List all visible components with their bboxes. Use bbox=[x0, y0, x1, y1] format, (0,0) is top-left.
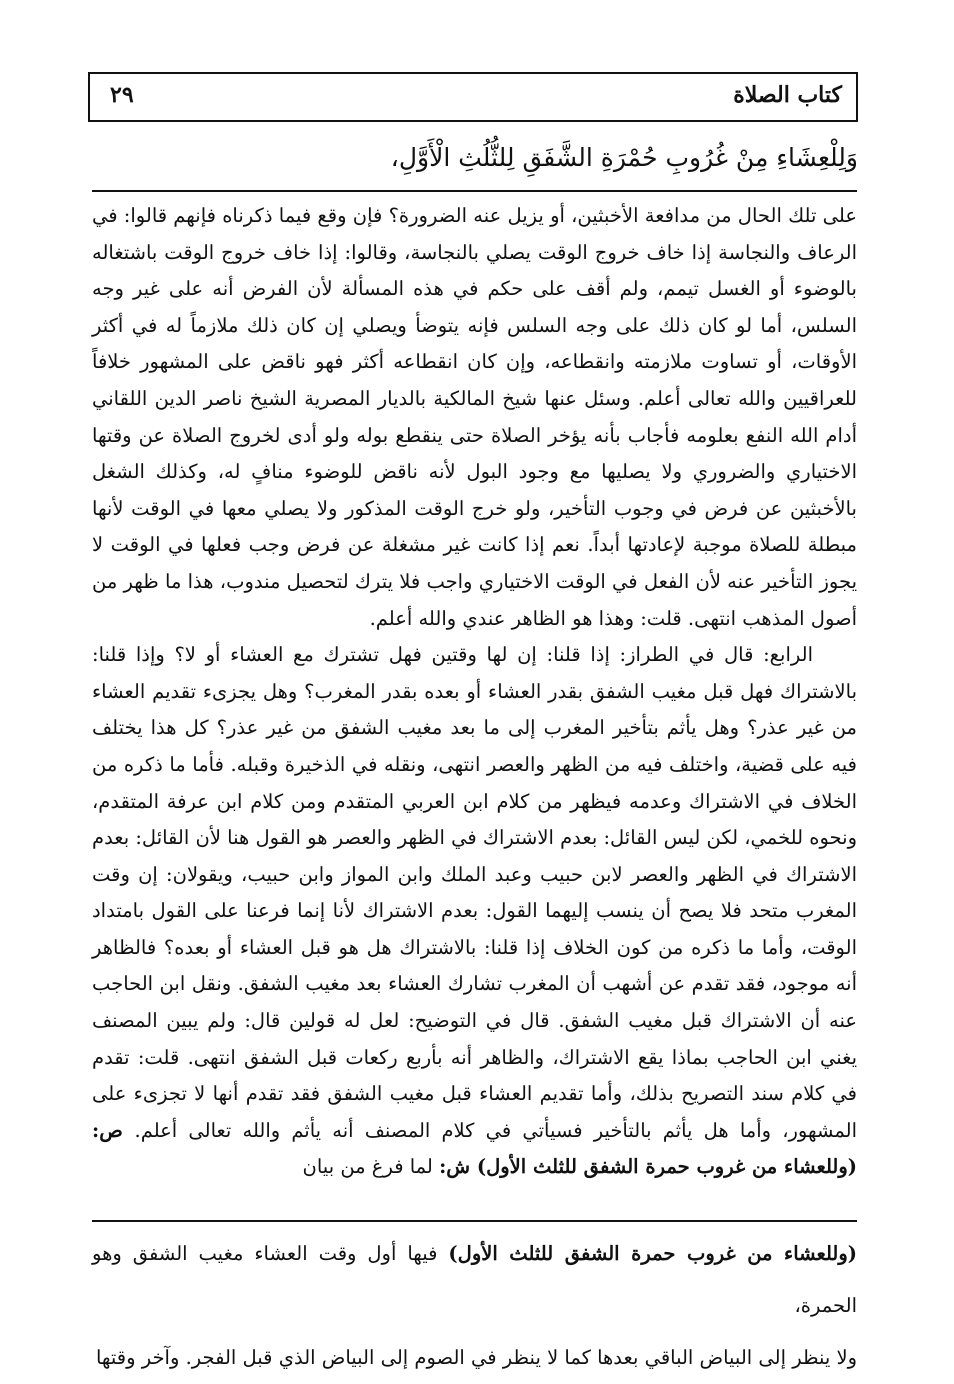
page-number: ٢٩ bbox=[110, 82, 134, 108]
commentary-paragraph-1: على تلك الحال من مدافعة الأخبثين، أو يزيل عنه الضرورة؟ فإن وقع فيما ذكرناه فإنهم قالوا: في الرعاف والنجاسة إذا خاف خروج الوقت يصلي بالنجاسة، وقالوا: إذا خاف خروج الوقت باشتغاله بالوضوء أو الغسل تيمم، ولم أقف على حكم في هذه المسألة لأن الفرض أنه على غير وجه السلس، أما لو كان ذلك على وجه السلس فإنه يتوضأ ويصلي إن كان ذلك ملازماً له في أكثر الأوقات، أو تساوت ملازمته وانقطاعه، وإن كان انقطاعه أكثر فهو ناقض على المشهور خلافاً للعراقيين والله تعالى أعلم. وسئل عنها شيخ المالكية بالديار المصرية الشيخ ناصر الدين اللقاني أدام الله النفع بعلومه فأجاب بأنه يؤخر الصلاة حتى ينقطع بوله ولو أدى لخروج الصلاة عن وقتها الاختياري والضروري ولا يصليها مع وجود البول لأنه ناقض للوضوء منافٍ له، وكذلك الشغل بالأخبثين عن فرض في وجوب التأخير، ولو خرج الوقت المذكور ولا يصلي معها في الوقت لأنها مبطلة للصلاة موجبة لإعادتها أبداً. نعم إذا كانت غير مشغلة عن فرض وجب فعلها في الوقت لا يجوز التأخير عنه لأن الفعل في الوقت الاختياري واجب فلا يترك لتحصيل مندوب، هذا ما ظهر من أصول المذهب انتهى. قلت: وهذا هو الظاهر عندي والله أعلم. bbox=[92, 204, 857, 630]
sad-marker: ص: bbox=[92, 1118, 135, 1142]
footnote-line-1-rest: فيها أول وقت العشاء مغيب الشفق وهو الحمرة، bbox=[92, 1242, 857, 1317]
chapter-title: كتاب الصلاة bbox=[733, 82, 842, 108]
commentary-body bbox=[92, 198, 857, 1186]
footnote-divider bbox=[92, 1220, 857, 1222]
commentary-paragraph-2 bbox=[92, 637, 857, 1186]
footnote-matn-quote: (وللعشاء من غروب حمرة الشفق للثلث الأول) bbox=[448, 1242, 857, 1265]
matn-quote: (وللعشاء من غروب حمرة الشفق للثلث الأول) ش: bbox=[439, 1155, 857, 1179]
paragraph-2-ending: لما فرغ من بيان bbox=[302, 1155, 440, 1179]
top-divider bbox=[92, 190, 857, 192]
paragraph-2-text: الرابع: قال في الطراز: إذا قلنا: إن لها وقتين فهل تشترك مع العشاء أو لا؟ وإذا قلنا: بالاشتراك فهل قبل مغيب الشفق بقدر العشاء أو بعده بقدر المغرب؟ وهل يجزىء تقديم العشاء من غير عذر؟ وهل يأثم بتأخير المغرب إلى ما بعد مغيب الشفق من غير عذر؟ كل هذا يختلف فيه على قضية، واختلف فيه من الظهر والعصر انتهى، ونقله في الذخيرة وقبله. فأما ما ذكره من الخلاف في الاشتراك وعدمه فيظهر من كلام ابن العربي المتقدم ومن كلام ابن عرفة المتقدم، ونحوه للخمي، لكن ليس القائل: بعدم الاشتراك في الظهر والعصر هو القول هنا لأن القائل: بعدم الاشتراك في الظهر والعصر لابن حبيب وعبد الملك وابن المواز وابن حبيب، ويقولان: إن وقت المغرب متحد فلا يصح أن ينسب إليهما القول: بعدم الاشتراك لأنا إنما فرعنا على القول بامتداد الوقت، وأما ما ذكره من كون الخلاف إذا قلنا: بالاشتراك هل هو قبل العشاء أو بعده؟ فالظاهر أنه موجود، فقد تقدم عن أشهب أن المغرب تشارك العشاء بعد مغيب الشفق. ونقل ابن الحاجب عنه أن الاشتراك قبل مغيب الشفق. قال في التوضيح: لعل له قولين قال: ولم يبين المصنف يغني ابن الحاجب بماذا يقع الاشتراك، والظاهر أنه بأربع ركعات قبل الشفق انتهى. قلت: تقدم في كلام سند التصريح بذلك، وأما تقديم العشاء قبل مغيب الشفق فقد تقدم أنها لا تجزىء على المشهور، وأما هل يأثم بالتأخير فسيأتي في كلام المصنف أنه يأثم والله تعالى أعلم. bbox=[92, 643, 858, 1142]
footnote-section bbox=[92, 1228, 857, 1384]
footnote-line-1 bbox=[92, 1228, 857, 1332]
running-header bbox=[88, 72, 858, 122]
matn-text: وَلِلْعِشَاءِ مِنْ غُرُوبِ حُمْرَةِ الشَّفَقِ لِلثُّلُثِ الْأَوَّلِ، bbox=[390, 143, 858, 172]
footnote-line-2: ولا ينظر إلى البياض الباقي بعدها كما لا ينظر في الصوم إلى البياض الذي قبل الفجر. وآخر وقتها bbox=[95, 1346, 857, 1369]
